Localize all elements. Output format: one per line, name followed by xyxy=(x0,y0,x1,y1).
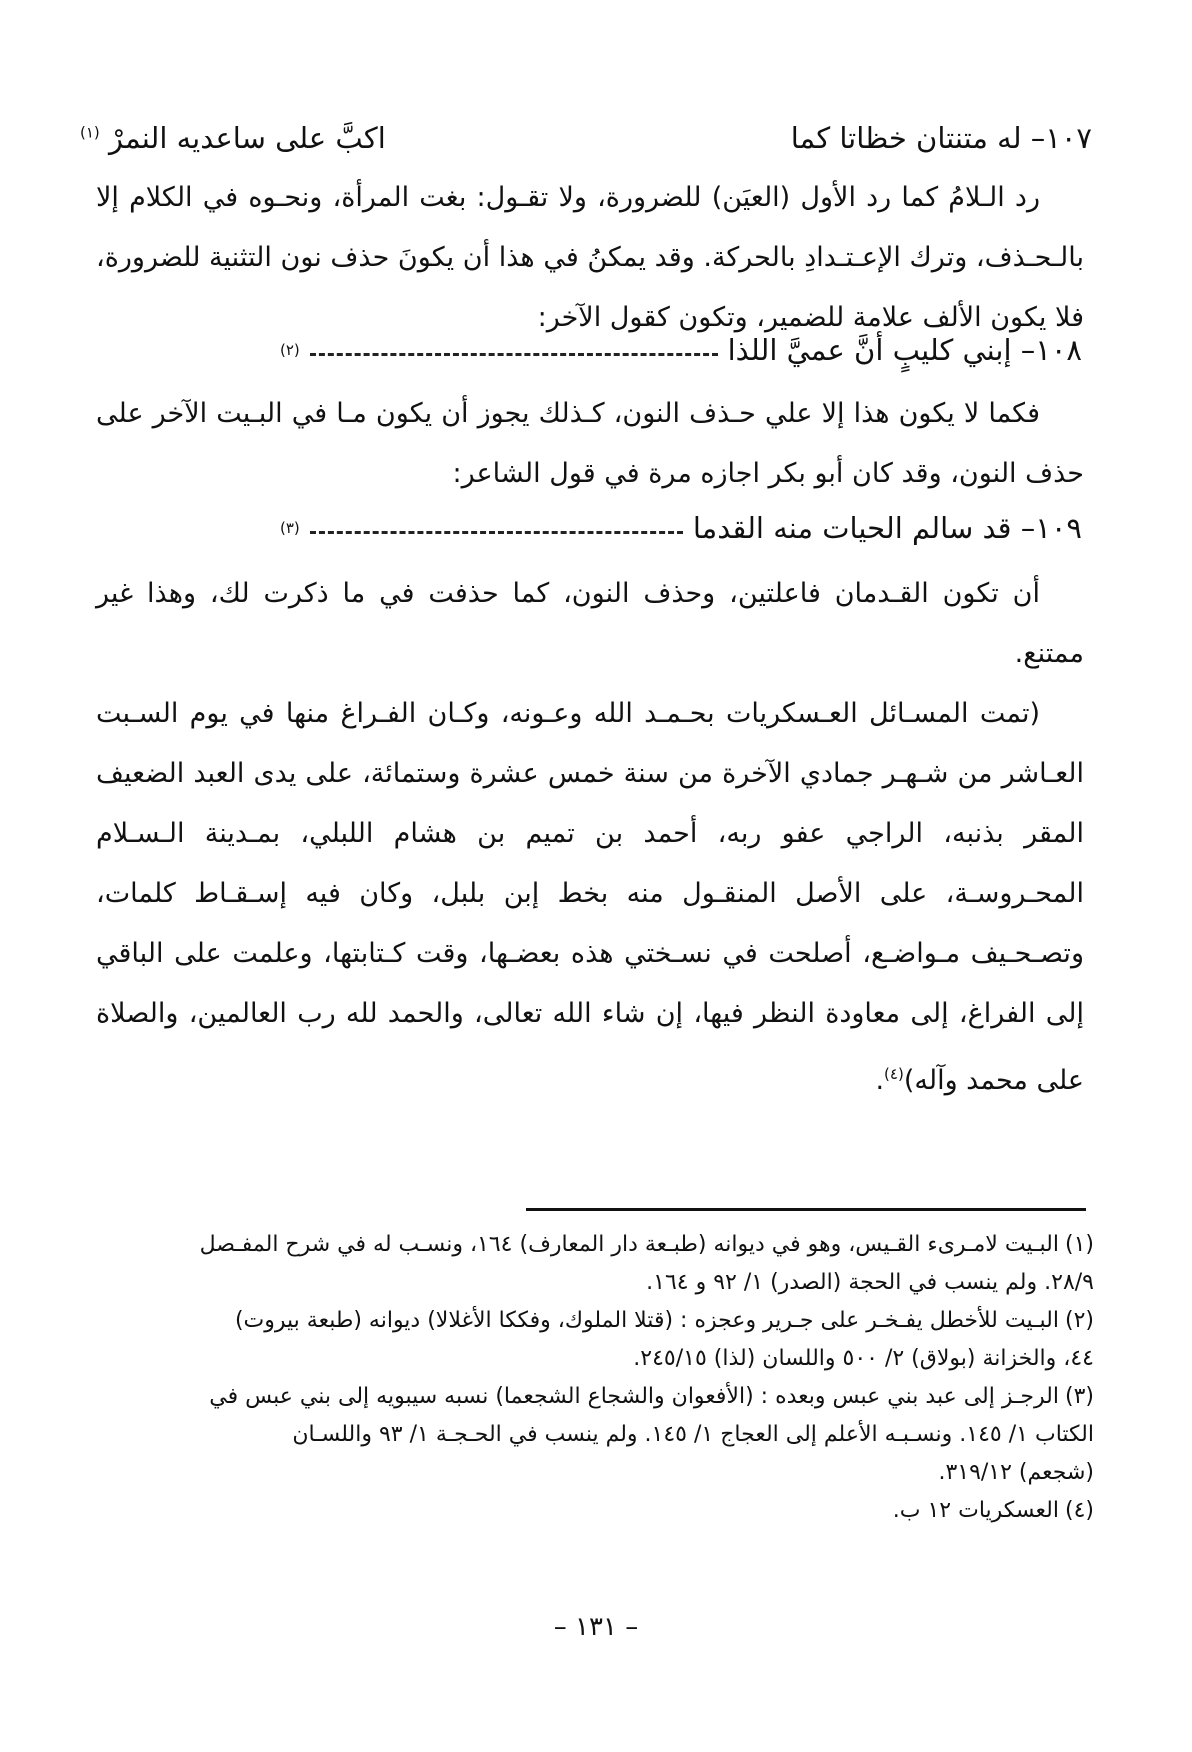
footnotes xyxy=(106,1226,1094,1530)
footnote-2-continuation: ٤٤، والخزانة (بولاق) ٢/ ٥٠٠ واللسان (لذا) ٢٤٥/١٥. xyxy=(633,1346,1094,1371)
paragraph-1: رد الـلامُ كما رد الأول (العيَن) للضرورة، ولا تقـول: بغت المرأة، ونحـوه في الكلام إلا بالـحـذف، وترك الإعـتـدادِ بالحركة. وقد يمكنُ في هذا أن يكونَ حذف نون التثنية للضرورة، فلا يكون الألف علامة للضمير، وتكون كقول الآخر: xyxy=(96,182,1084,333)
footnote-1 xyxy=(106,1226,1094,1264)
colophon-text: (تمت المسـائل العـسكريات بحـمـد الله وعـونه، وكـان الفـراغ منها في يوم السـبت العـاشر من شـهـر جمادي الآخرة من سنة خمس عشرة وستمائة، على يدى العبد الضعيف المقر بذنبه، الراجي عفو ربه، أحمد بن تميم بن هشام اللبلي، بمـدينة الـسـلام المحـروسـة، على الأصل المنقـول منه بخط إبن بلبل، وكان فيه إسـقـاط كلمات، وتصـحـيف مـواضـع، أصلحت في نسـختي هذه بعضـها، وقت كـتابتها، وعلمت على الباقي إلى الفراغ، إلى معاودة النظر فيها، إن شاء الله تعالى، والحمد لله رب العالمين، والصلاة على محمد وآله) xyxy=(96,698,1084,1096)
footnote-3-continuation: الكتاب ١/ ١٤٥. ونسـبـه الأعلم إلى العجاج ١/ ١٤٥. ولم ينسب في الحـجـة ١/ ٩٣ واللسـان xyxy=(292,1422,1094,1447)
footnote-3-continuation-2: (شجعم) ٣١٩/١٢. xyxy=(938,1460,1094,1485)
footnote-4-number: (٤) xyxy=(1064,1498,1094,1523)
page-number: – ١٣١ – xyxy=(553,1612,639,1642)
verse-108-missing-hemistich xyxy=(310,353,718,356)
paragraph-3: أن تكون القـدمان فاعلتين، وحذف النون، كما حذفت في ما ذكرت لك، وهذا غير ممتنع. xyxy=(96,578,1084,669)
verse-109 xyxy=(280,498,1082,558)
footnote-divider xyxy=(526,1208,1086,1211)
footnote-ref-3: (٣) xyxy=(280,519,300,537)
paragraph-2: فكما لا يكون هذا إلا علي حـذف النون، كـذلك يجوز أن يكون مـا في البـيت الآخر على حذف النون، وقد كان أبو بكر اجازه مرة في قول الشاعر: xyxy=(96,398,1084,489)
footnote-ref-1: (١) xyxy=(80,123,100,142)
colophon: (تمت المسـائل العـسكريات بحـمـد الله وعـونه، وكـان الفـراغ منها في يوم السـبت العـاشر من شـهـر جمادي الآخرة من سنة خمس عشرة وستمائة، على يدى العبد الضعيف المقر بذنبه، الراجي عفو ربه، أحمد بن تميم بن هشام اللبلي، بمـدينة الـسـلام المحـروسـة، على الأصل المنقـول منه بخط إبن بلبل، وكان فيه إسـقـاط كلمات، وتصـحـيف مـواضـع، أصلحت في نسـختي هذه بعضـها، وقت كـتابتها، وعلمت على الباقي إلى الفراغ، إلى معاودة النظر فيها، إن شاء الله تعالى، والحمد لله رب العالمين، والصلاة على محمد وآله)$^{(٤)}$. xyxy=(96,698,1084,1096)
footnote-3 xyxy=(106,1378,1094,1416)
verse-107 xyxy=(80,108,1092,168)
footnote-2-line-1: البـيت للأخطل يفـخـر على جـرير وعجزه : (قتلا الملوك، وفككا الأغلالا) ديوانه (طبعة بيروت) xyxy=(234,1308,1059,1333)
footnote-ref-4: (٤) xyxy=(884,1065,904,1083)
verse-109-missing-hemistich xyxy=(310,531,683,534)
verse-108-text: ١٠٨– إبني كليبٍ أنَّ عميَّ اللذا xyxy=(727,333,1082,367)
verse-107-second-hemistich xyxy=(80,121,386,155)
footnote-1-continuation: ٢٨/٩. ولم ينسب في الحجة (الصدر) ١/ ٩٢ و ١٦٤. xyxy=(646,1270,1094,1295)
footnote-3-number: (٣) xyxy=(1064,1384,1094,1409)
footnote-1-number: (١) xyxy=(1064,1232,1094,1257)
verse-107-second-text: اكبَّ على ساعديه النمرْ xyxy=(109,121,386,155)
footnote-3-line-1: الرجـز إلى عبد بني عبس وبعده : (الأفعوان والشجاع الشجعما) نسبه سيبويه إلى بني عبس في xyxy=(209,1384,1059,1409)
footnote-4 xyxy=(106,1492,1094,1530)
footnote-2-number: (٢) xyxy=(1064,1308,1094,1333)
footnote-4-line-1: العسكريات ١٢ ب. xyxy=(892,1498,1059,1523)
verse-107-first-hemistich: ١٠٧– له متنتان خظاتا كما xyxy=(790,121,1092,155)
verse-108 xyxy=(280,320,1082,380)
footnote-ref-2: (٢) xyxy=(280,341,300,359)
verse-109-text: ١٠٩– قد سالم الحيات منه القدما xyxy=(692,511,1082,545)
footnote-2 xyxy=(106,1302,1094,1340)
footnote-1-line-1: البـيت لامـرىء القـيس، وهو في ديوانه (طبـعة دار المعارف) ١٦٤، ونسـب له في شرح المفـصل xyxy=(199,1232,1059,1257)
